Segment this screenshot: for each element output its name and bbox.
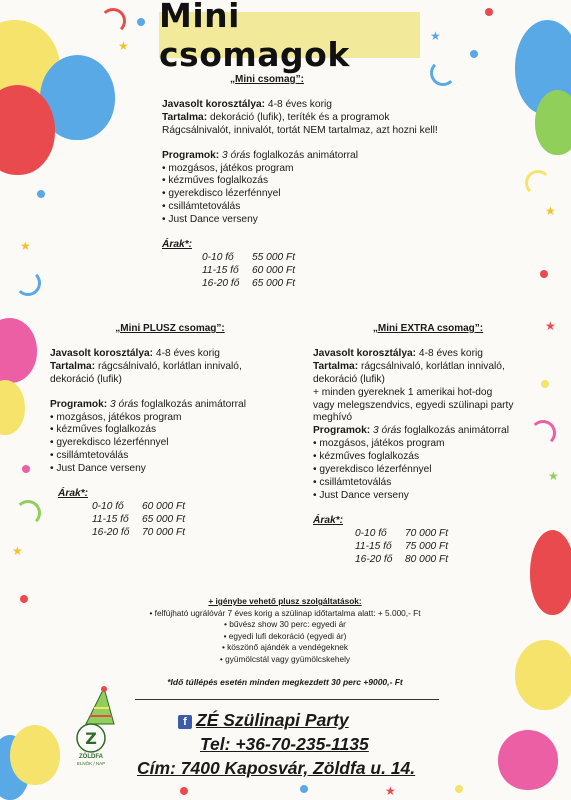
streamer-decoration <box>15 500 41 526</box>
list-item: • gyerekdisco lézerfénnyel <box>162 188 281 200</box>
list-item: • kézműves foglalkozás <box>162 175 269 187</box>
list-item: • egyedi lufi dekoráció (egyedi ár) <box>223 630 347 641</box>
star-decoration: ★ <box>118 39 129 53</box>
streamer-decoration <box>525 170 551 196</box>
pink-balloon-left <box>0 318 37 383</box>
list-item: • Just Dance verseny <box>313 489 409 501</box>
mini-note: Rágcsálnivalót, innivalót, tortát NEM tartalmaz, azt hozni kell! <box>162 124 438 136</box>
list-item: • bűvész show 30 perc: egyedi ár <box>224 619 346 629</box>
contact-name: f ZÉ Szülinapi Party <box>178 710 498 731</box>
streamer-decoration <box>15 270 41 296</box>
star-decoration: ★ <box>20 239 31 253</box>
list-item: • gyerekdisco lézerfénnyel <box>313 464 432 476</box>
price-row: 11-15 fő 60 000 Ft <box>202 264 296 276</box>
logo-name: ZÖLDFA <box>79 754 103 760</box>
list-item: • kézműves foglalkozás <box>50 424 157 436</box>
mini-prices-label: Árak*: <box>162 239 193 251</box>
star-decoration: ★ <box>385 784 396 798</box>
star-decoration: ★ <box>430 29 441 43</box>
confetti-dot <box>470 50 478 58</box>
overtime-note: *Idő túllépés esetén minden megkezdett 30 perc +9000,- Ft <box>167 677 403 687</box>
star-decoration: ★ <box>548 469 559 483</box>
list-item: • Just Dance verseny <box>162 214 258 226</box>
contact-phone[interactable]: Tel: +36-70-235-1135 <box>200 734 369 754</box>
confetti-dot <box>22 465 30 473</box>
confetti-dot <box>300 785 308 793</box>
price-row: 16-20 fő 65 000 Ft <box>202 277 296 289</box>
mini-heading: „Mini csomag”: <box>230 74 304 85</box>
price-row: 11-15 fő 75 000 Ft <box>355 540 449 552</box>
extra-age: Javasolt korosztálya: 4-8 éves korig <box>313 347 483 359</box>
list-item: • gyerekdisco lézerfénnyel <box>50 437 169 449</box>
confetti-dot <box>485 8 493 16</box>
confetti-dot <box>37 190 45 198</box>
mini-programs-head: Programok: 3 órás foglalkozás animátorral <box>162 149 358 161</box>
star-decoration: ★ <box>12 544 23 558</box>
plusz-content-2: dekoráció (lufik) <box>50 373 122 385</box>
plusz-package <box>50 323 290 540</box>
list-item: • csillámtetoválás <box>50 450 129 462</box>
list-item: • Just Dance verseny <box>50 463 146 475</box>
confetti-dot <box>455 785 463 793</box>
star-decoration: ★ <box>545 319 556 333</box>
star-decoration: ★ <box>545 204 556 218</box>
confetti-dot <box>137 18 145 26</box>
extra-content: Tartalma: rágcsálnivaló, korlátlan innivaló, <box>313 360 505 372</box>
price-row: 16-20 fő 70 000 Ft <box>92 526 186 538</box>
list-item: • mozgásos, játékos program <box>162 162 294 174</box>
streamer-decoration <box>100 8 126 34</box>
extra-services <box>110 596 460 665</box>
list-item: • gyümölcstál vagy gyümölcskehely <box>219 653 351 664</box>
facebook-icon[interactable]: f <box>178 715 192 729</box>
list-item: • köszönő ajándék a vendégeknek <box>221 642 349 652</box>
price-row: 16-20 fő 80 000 Ft <box>355 553 449 565</box>
price-row: 0-10 fő 55 000 Ft <box>202 251 296 263</box>
title-banner <box>159 0 420 74</box>
divider <box>135 699 439 700</box>
extra-prices-label: Árak*: <box>313 514 344 526</box>
green-balloon-right <box>535 90 571 155</box>
extra-heading: „Mini EXTRA csomag”: <box>372 323 484 334</box>
confetti-dot <box>180 787 188 795</box>
yellow-balloon-bottom-right <box>515 640 571 710</box>
page-title: Mini csomagok <box>159 0 350 74</box>
contact-address: Cím: 7400 Kaposvár, Zöldfa u. 14. <box>137 758 416 778</box>
plusz-heading: „Mini PLUSZ csomag”: <box>115 323 225 334</box>
extra-content-line: + minden gyereknek 1 amerikai hot-dog <box>313 386 493 398</box>
yellow-balloon-bottom-left <box>10 725 60 785</box>
price-row: 0-10 fő 70 000 Ft <box>355 527 449 539</box>
extra-content-line: dekoráció (lufik) <box>313 373 385 385</box>
svg-text:Z: Z <box>85 729 97 748</box>
extra-content-line: meghívó <box>313 412 353 424</box>
mini-package <box>162 74 492 291</box>
yellow-balloon-left <box>0 380 25 435</box>
mini-age: Javasolt korosztálya: 4-8 éves korig <box>162 98 332 110</box>
mini-content: Tartalma: dekoráció (lufik), teríték és a programok <box>162 111 390 123</box>
list-item: • csillámtetoválás <box>162 201 241 213</box>
logo-sub: ELNÖK / NAP <box>76 761 106 766</box>
confetti-dot <box>540 270 548 278</box>
plusz-prices-label: Árak*: <box>58 488 89 500</box>
plusz-programs-head: Programok: 3 órás foglalkozás animátorral <box>50 398 246 410</box>
list-item: • felfújható ugrálóvár 7 éves korig a szülinap időtartalma alatt: + 5.000,- Ft <box>149 607 421 618</box>
list-item: • kézműves foglalkozás <box>313 451 420 463</box>
list-item: • mozgásos, játékos program <box>313 438 445 450</box>
plusz-content: Tartalma: rágcsálnivaló, korlátlan innivaló, <box>50 360 242 372</box>
extra-package <box>313 323 553 566</box>
price-row: 11-15 fő 65 000 Ft <box>92 513 186 525</box>
extra-content-line: vagy melegszendvics, egyedi szülinapi party <box>313 399 514 411</box>
plusz-age: Javasolt korosztálya: 4-8 éves korig <box>50 347 220 359</box>
list-item: • csillámtetoválás <box>313 476 392 488</box>
list-item: • mozgásos, játékos program <box>50 411 182 423</box>
logo <box>56 686 126 776</box>
extra-programs-head: Programok: 3 órás foglalkozás animátorral <box>313 425 509 437</box>
confetti-dot <box>20 595 28 603</box>
price-row: 0-10 fő 60 000 Ft <box>92 500 186 512</box>
extra-services-heading: + igénybe vehető plusz szolgáltatások: <box>208 596 362 606</box>
